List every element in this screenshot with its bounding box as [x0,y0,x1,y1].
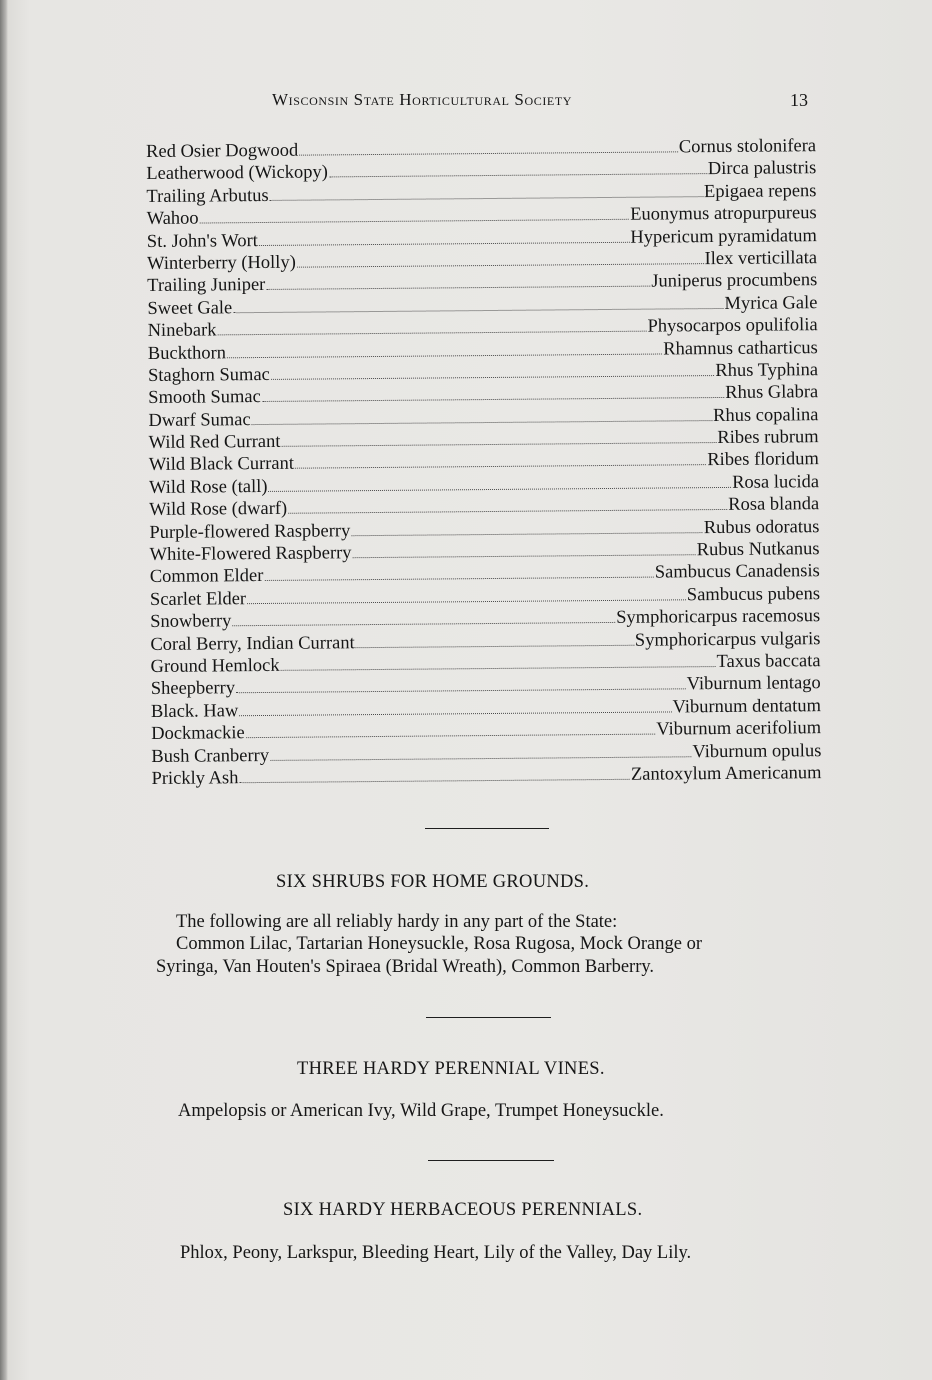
botanical-name: Viburnum opulus [692,740,822,762]
shrubs-intro-text: The following are all reliably hardy in any part of the State: [176,912,618,932]
page-number: 13 [790,90,808,110]
common-name: Winterberry (Holly) [146,252,296,274]
botanical-name: Rubus Nutkanus [696,539,820,561]
common-name: Leatherwood (Wickopy) [146,162,328,185]
botanical-name: Taxus baccata [716,651,821,673]
dot-leader [353,554,696,558]
dot-leader [297,263,704,268]
common-name: Scarlet Elder [149,588,247,610]
common-name: Purple-flowered Raspberry [149,520,351,543]
dot-leader [246,734,656,739]
botanical-name: Dirca palustris [707,158,817,180]
common-name: Dwarf Sumac [148,409,251,431]
botanical-name: Epigaea repens [703,180,817,202]
common-name: Snowberry [150,611,232,633]
dot-leader [232,622,615,626]
dot-leader [239,779,630,783]
dot-leader [351,532,702,536]
dot-leader [264,577,653,581]
vines-section-heading: THREE HARDY PERENNIAL VINES. [297,1059,605,1079]
botanical-name: Juniperus procumbens [651,270,818,292]
botanical-name: Rosa lucida [732,471,820,493]
dot-leader [259,241,630,245]
dot-leader [239,711,671,716]
dot-leader [233,308,723,313]
botanical-name: Rhus Typhina [715,360,819,381]
dot-leader [269,487,732,492]
botanical-name: Viburnum lentago [686,673,821,695]
dot-leader [252,420,712,425]
botanical-name: Physocarpos opulifolia [647,315,818,337]
botanical-name: Symphoricarpus racemosus [616,606,821,629]
dot-leader [266,286,650,290]
common-name: St. John's Wort [146,230,258,252]
botanical-name: Ilex verticillata [704,248,818,270]
section-divider [426,1017,551,1018]
common-name: Sweet Gale [147,297,233,319]
botanical-name: Ribes floridum [707,449,819,471]
botanical-name: Myrica Gale [724,292,818,314]
dot-leader [281,442,716,447]
page-binding-edge [0,0,8,1380]
vines-list-text: Ampelopsis or American Ivy, Wild Grape, Trumpet Honeysuckle. [178,1101,664,1121]
common-name: Trailing Juniper [147,275,266,297]
common-name: Smooth Sumac [148,387,261,409]
shrubs-section-heading: SIX SHRUBS FOR HOME GROUNDS. [276,872,590,892]
shrubs-list-line-2: Syringa, Van Houten's Spiraea (Bridal Wreath), Common Barberry. [156,957,655,977]
shrubs-list-line-1: Common Lilac, Tartarian Honeysuckle, Rosa Rugosa, Mock Orange or [176,934,703,954]
common-name: Trailing Arbutus [146,185,269,207]
dot-leader [218,331,647,336]
common-name: White-Flowered Raspberry [149,543,352,566]
botanical-name: Rhus Glabra [725,382,819,404]
common-name: Wild Black Currant [148,454,295,476]
dot-leader [299,151,678,155]
common-name: Wild Red Currant [148,431,281,454]
common-name: Red Osier Dogwood [146,140,299,162]
botanical-name: Ribes rubrum [717,427,819,449]
section-divider [428,1160,554,1161]
botanical-name: Rubus odoratus [703,516,820,538]
common-name: Prickly Ash [151,768,239,789]
botanical-name: Symphoricarpus vulgaris [634,628,821,651]
dot-leader [295,465,706,470]
dot-leader [281,666,716,671]
common-name: Dockmackie [151,723,245,745]
common-name: Sheepberry [150,678,236,700]
botanical-name: Cornus stolonifera [678,136,817,158]
common-name: Wild Rose (dwarf) [149,499,288,521]
dot-leader [236,689,686,694]
running-title: Wisconsin State Horticultural Society [272,90,573,109]
section-divider [425,828,549,829]
common-name: Wahoo [146,208,199,230]
botanical-name: Rosa blanda [728,494,820,516]
botanical-name: Sambucus Canadensis [654,561,820,583]
common-name: Staghorn Sumac [147,364,270,386]
dot-leader [247,599,686,604]
dot-leader [227,353,662,358]
dot-leader [200,219,630,224]
common-name: Black. Haw [150,700,239,722]
common-name: Common Elder [149,566,264,588]
botanical-name: Euonymus atropurpureus [630,203,817,225]
dot-leader [270,196,703,201]
perennials-section-heading: SIX HARDY HERBACEOUS PERENNIALS. [283,1200,643,1220]
perennials-list-text: Phlox, Peony, Larkspur, Bleeding Heart, Lily of the Valley, Day Lily. [180,1243,692,1263]
botanical-name: Sambucus pubens [686,583,821,606]
common-name: Buckthorn [147,342,227,364]
dot-leader [329,173,707,177]
dot-leader [270,756,691,761]
dot-leader [271,375,715,380]
botanical-name: Rhus copalina [713,404,819,426]
shrub-species-list [146,135,822,790]
common-name: Wild Rose (tall) [148,476,268,498]
dot-leader [262,397,724,402]
common-name: Coral Berry, Indian Currant [150,632,355,655]
botanical-name: Viburnum dentatum [672,695,822,718]
common-name: Bush Cranberry [151,745,270,767]
botanical-name: Zantoxylum Americanum [630,763,822,785]
botanical-name: Viburnum acerifolium [656,718,822,740]
botanical-name: Rhamnus catharticus [663,337,818,360]
botanical-name: Hypericum pyramidatum [630,225,817,248]
dot-leader [356,644,634,647]
common-name: Ninebark [147,320,217,342]
dot-leader [288,509,727,514]
common-name: Ground Hemlock [150,655,280,677]
